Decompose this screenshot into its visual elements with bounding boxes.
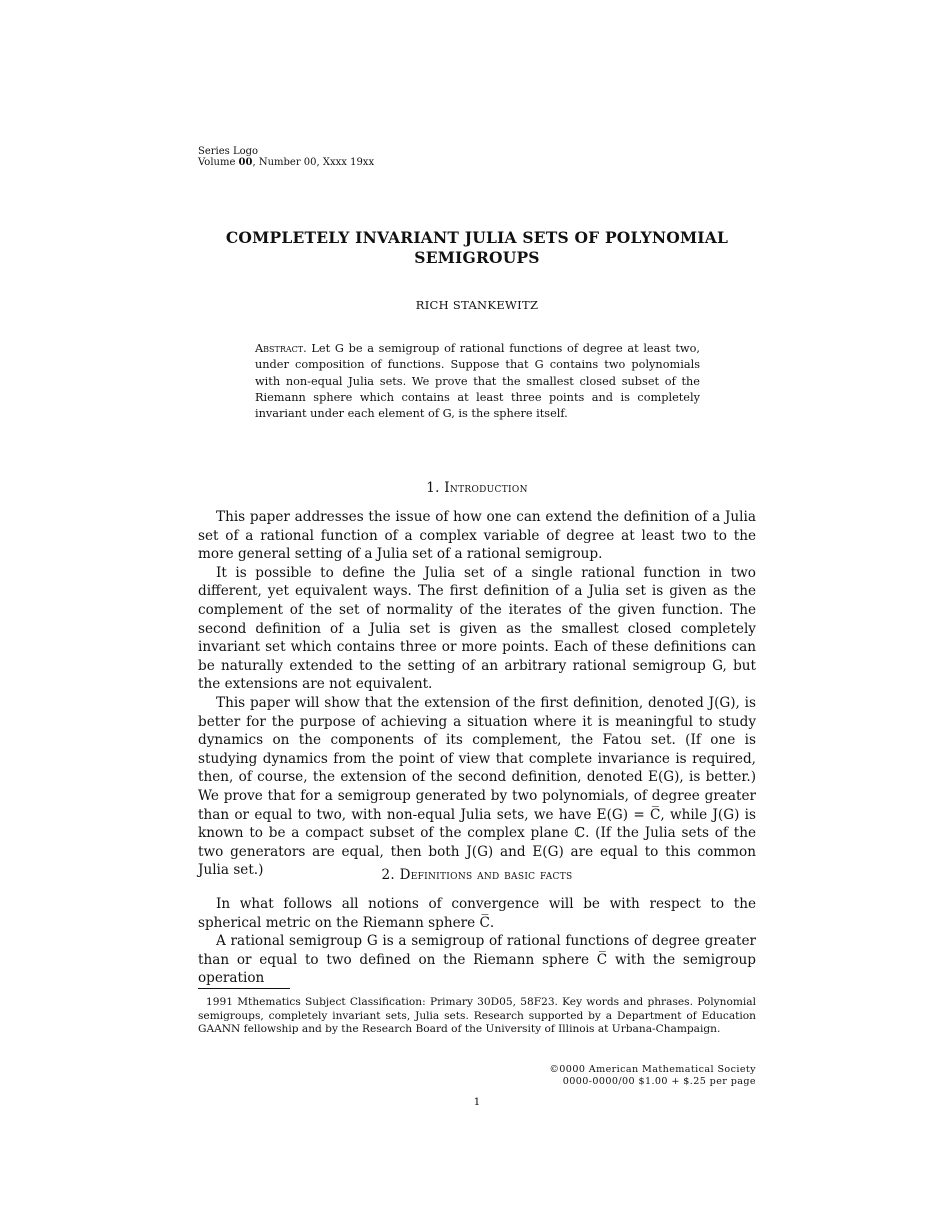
paragraph: A rational semigroup G is a semigroup of rational functions of degree greater than or equal to two defined on the Riemann sphere C̅ with the semigroup operation [198, 933, 756, 987]
abstract-text: Let G be a semigroup of rational functions of degree at least two, under composition of functions. Suppose that G contains two polynomials with non-equal Julia sets. We prove that the smallest closed subset of the Riemann sphere which contains at least three points and is completely invariant under each element of G, is the sphere itself. [255, 342, 700, 421]
section-1-body [198, 508, 756, 880]
paragraph: This paper will show that the extension of the first definition, denoted J(G), is better for the purpose of achieving a situation where it is meaningful to study dynamics on the components of its complement, the Fatou set. (If one is studying dynamics from the point of view that complete invariance is required, then, of course, the extension of the second definition, denoted E(G), is better.) We prove that for a semigroup generated by two polynomials, of degree greater than or equal to two, with non-equal Julia sets, we have E(G) = C̅, while J(G) is known to be a compact subset of the complex plane ℂ. (If the Julia sets of the two generators are equal, then both J(G) and E(G) are equal to this common Julia set.) [198, 694, 756, 879]
author-name: RICH STANKEWITZ [415, 298, 539, 312]
journal-header [198, 146, 374, 168]
volume-line: Volume 00, Number 00, Xxxx 19xx [198, 157, 375, 168]
footnote-rule [198, 988, 290, 989]
page-number: 1 [473, 1096, 481, 1108]
section-2-body [198, 895, 756, 988]
footnote: 1991 Mthematics Subject Classification: Primary 30D05, 58F23. Key words and phrases. Polynomial semigroups, completely invariant sets, Julia sets. Research supported by a Department of Education GAANN fellowship and by the Research Board of the University of Illinois at Urbana-Champaign. [198, 996, 756, 1036]
copyright-notice [549, 1064, 756, 1088]
copyright-line: ©0000 American Mathematical Society [549, 1064, 756, 1075]
abstract-label: Abstract. [255, 342, 307, 355]
paper-title: COMPLETELY INVARIANT JULIA SETS OF POLYNOMIAL SEMIGROUPS [225, 228, 729, 267]
abstract [255, 341, 700, 422]
price-line: 0000-0000/00 $1.00 + $.25 per page [562, 1076, 756, 1087]
paragraph: This paper addresses the issue of how one can extend the definition of a Julia set of a rational function of a complex variable of degree at least two to the more general setting of a Julia set of a rational semigroup. [198, 509, 756, 563]
volume-number: 00 [238, 157, 253, 168]
paragraph: It is possible to define the Julia set of a single rational function in two different, yet equivalent ways. The first definition of a Julia set is given as the complement of the set of normality of the iterates of the given function. The second definition of a Julia set is given as the smallest closed completely invariant set which contains three or more points. Each of these definitions can be naturally extended to the setting of an arbitrary rational semigroup G, but the extensions are not equivalent. [198, 564, 756, 693]
series-logo: Series Logo [198, 146, 259, 157]
section-2-heading: 2. Definitions and basic facts [381, 867, 573, 883]
paragraph: In what follows all notions of convergence will be with respect to the spherical metric on the Riemann sphere C̅. [198, 896, 756, 931]
section-1-heading: 1. Introduction [426, 480, 528, 496]
